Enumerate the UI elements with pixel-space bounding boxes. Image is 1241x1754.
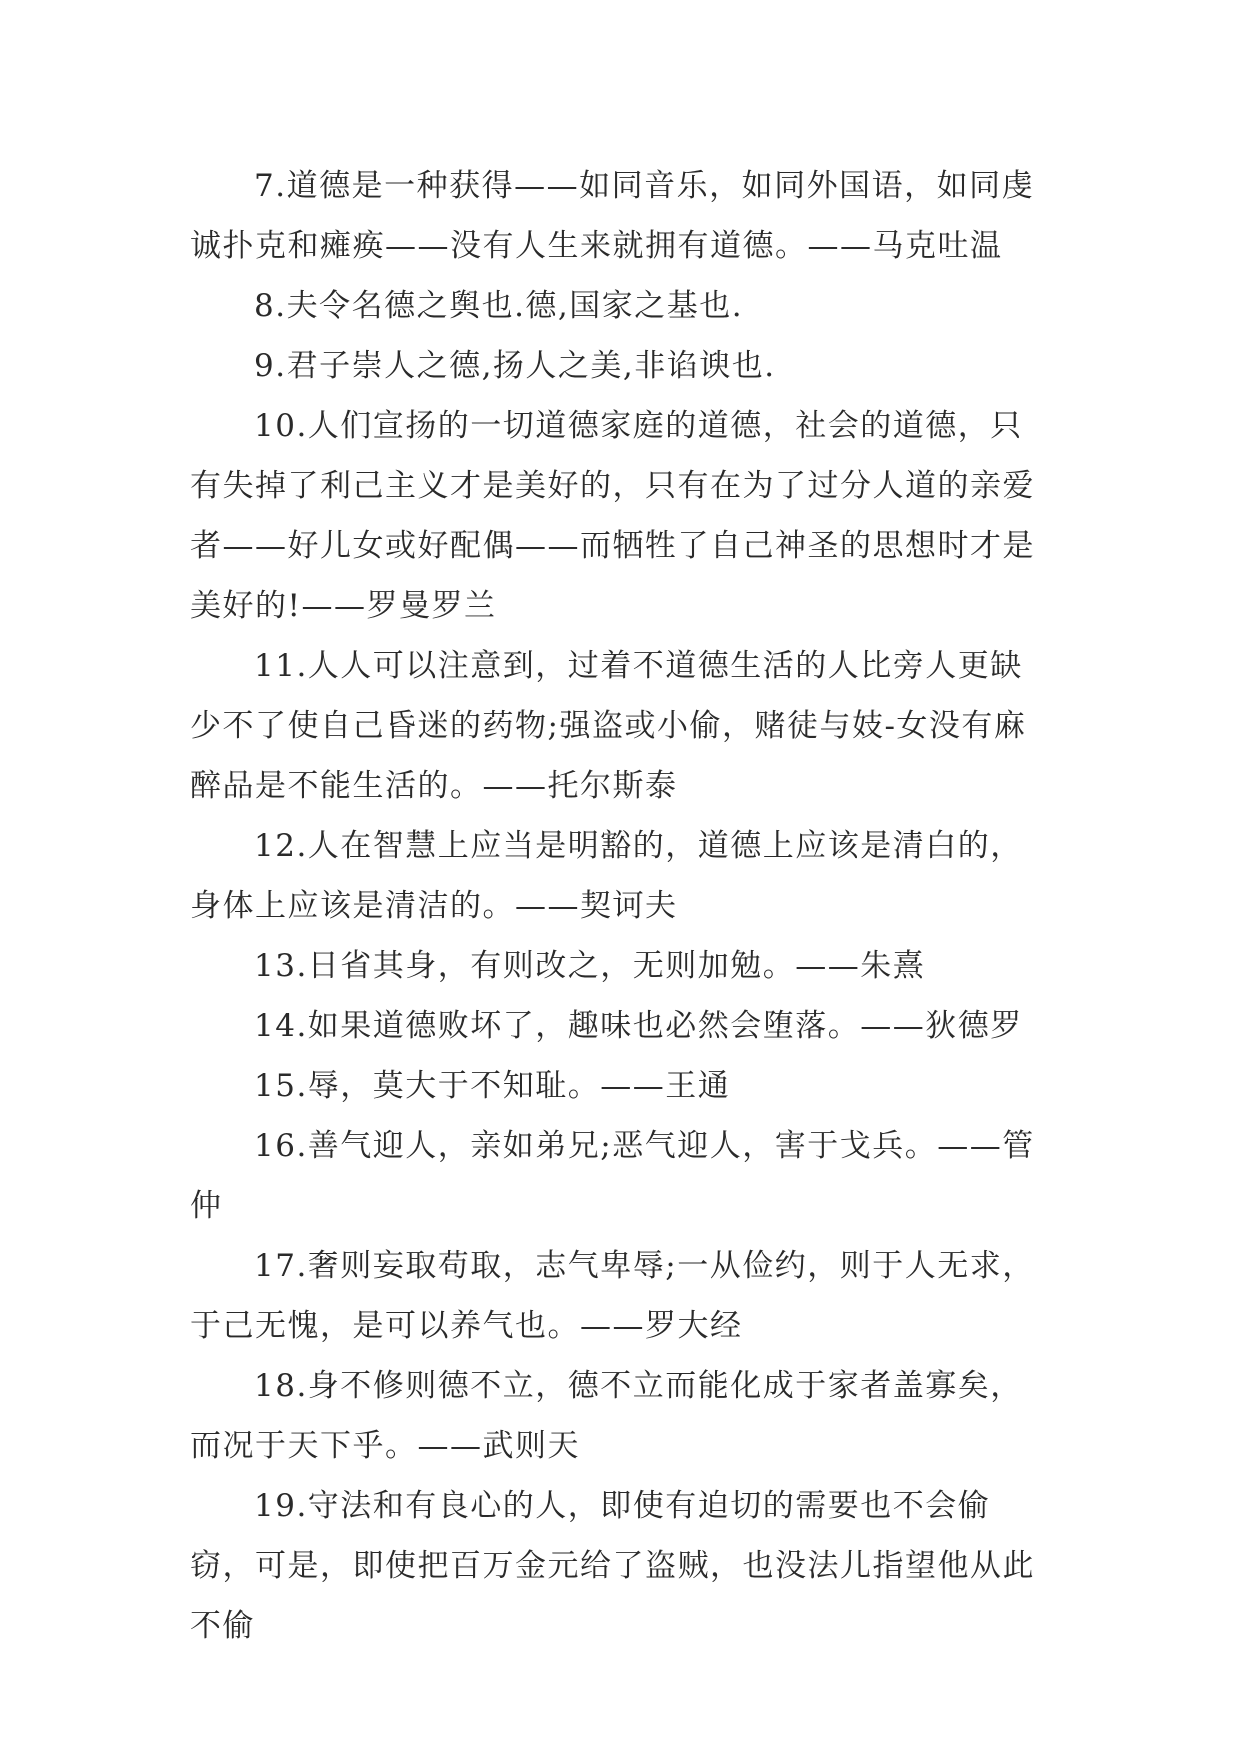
quote-paragraph-19: 19.守法和有良心的人，即使有迫切的需要也不会偷窃，可是，即使把百万金元给了盗贼，也没法儿指望他从此不偷 [190, 1488, 1035, 1644]
quote-paragraph-17: 17.奢则妄取苟取，志气卑辱;一从俭约，则于人无求，于己无愧，是可以养气也。——罗大经 [190, 1248, 1035, 1344]
quote-paragraph-14: 14.如果道德败坏了，趣味也必然会堕落。——狄德罗 [254, 1008, 1023, 1044]
quote-paragraph-10: 10.人们宣扬的一切道德家庭的道德，社会的道德，只有失掉了利己主义才是美好的，只有在为了过分人道的亲爱者——好儿女或好配偶——而牺牲了自己神圣的思想时才是美好的!——罗曼罗兰 [190, 408, 1035, 624]
document-body [190, 156, 1050, 1656]
quote-paragraph-12: 12.人在智慧上应当是明豁的，道德上应该是清白的，身体上应该是清洁的。——契诃夫 [190, 828, 1023, 924]
quote-paragraph-11: 11.人人可以注意到，过着不道德生活的人比旁人更缺少不了使自己昏迷的药物;强盗或小偷，赌徒与妓-女没有麻醉品是不能生活的。——托尔斯泰 [190, 648, 1027, 804]
quote-paragraph-15: 15.辱，莫大于不知耻。——王通 [254, 1068, 731, 1104]
quote-paragraph-7: 7.道德是一种获得——如同音乐，如同外国语，如同虔诚扑克和瘫痪——没有人生来就拥有道德。——马克吐温 [190, 168, 1035, 264]
quote-paragraph-16: 16.善气迎人，亲如弟兄;恶气迎人，害于戈兵。——管仲 [190, 1128, 1035, 1224]
quote-paragraph-9: 9.君子崇人之德,扬人之美,非谄谀也. [254, 348, 776, 384]
quote-paragraph-8: 8.夫令名德之舆也.德,国家之基也. [254, 288, 744, 324]
quote-paragraph-13: 13.日省其身，有则改之，无则加勉。——朱熹 [254, 948, 926, 984]
quote-paragraph-18: 18.身不修则德不立，德不立而能化成于家者盖寡矣，而况于天下乎。——武则天 [190, 1368, 1023, 1464]
